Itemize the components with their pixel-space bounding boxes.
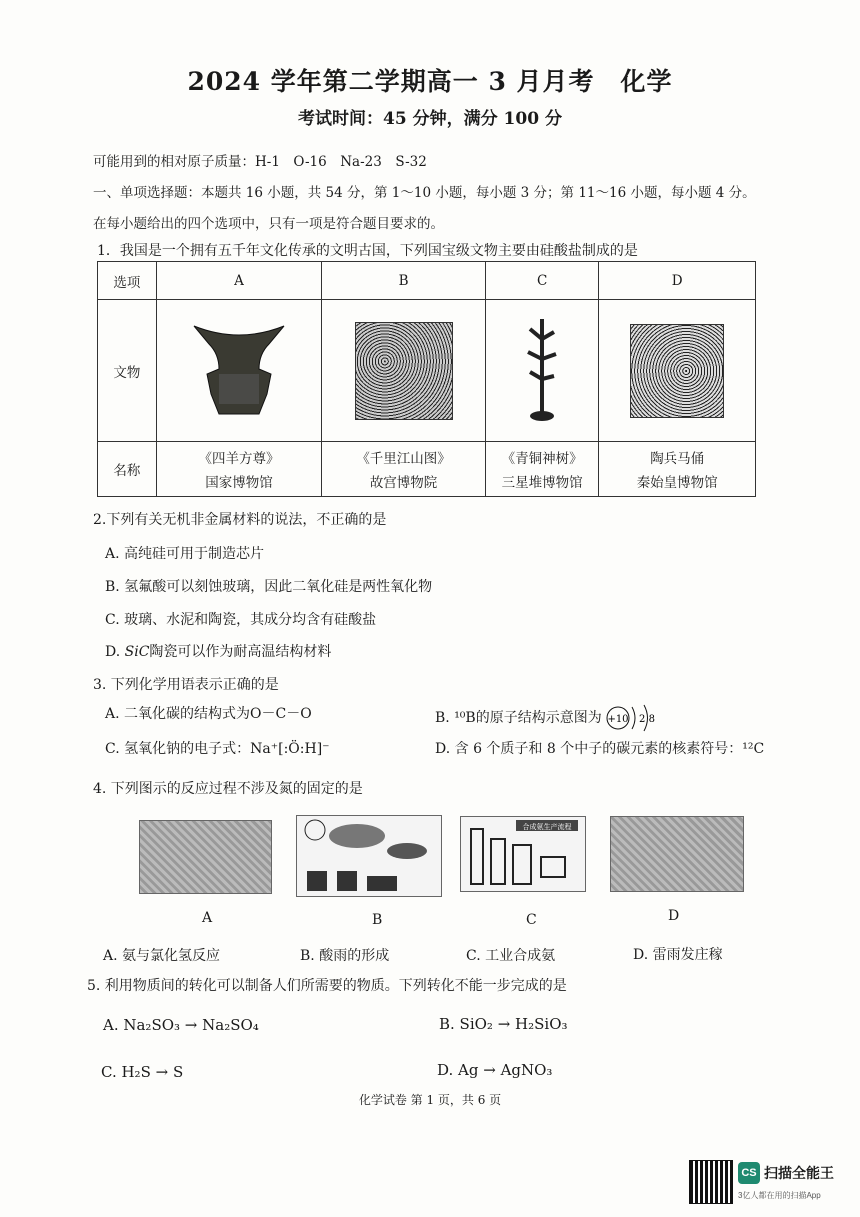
q4-image-a — [139, 820, 272, 894]
q4-image-label-a: A — [202, 910, 213, 926]
q4-image-label-b: B — [372, 912, 383, 928]
option-c-header: C — [485, 262, 599, 300]
atomic-masses: 可能用到的相对原子质量：H-1 O-16 Na-23 S-32 — [93, 154, 427, 170]
q4-stem: 4. 下列图示的反应过程不涉及氮的固定的是 — [93, 781, 363, 797]
camscanner-logo-icon: CS — [738, 1162, 760, 1184]
q3-option-d: D. 含 6 个质子和 8 个中子的碳元素的核素符号：¹²C — [435, 741, 765, 757]
q4-image-b — [296, 815, 442, 897]
q5-option-a: A. Na₂SO₃ → Na₂SO₄ — [103, 1016, 259, 1034]
q4-option-a: A. 氨与氯化氢反应 — [103, 948, 221, 964]
q3-stem: 3. 下列化学用语表示正确的是 — [93, 677, 279, 693]
artifact-b-image — [322, 300, 486, 442]
table-header-label: 选项 — [98, 262, 157, 300]
q3-option-c: C. 氢氧化钠的电子式：Na⁺[:Ö:H]⁻ — [105, 741, 330, 757]
q2-option-b: B. 氢氟酸可以刻蚀玻璃，因此二氧化硅是两性氧化物 — [105, 579, 433, 595]
q2-option-c: C. 玻璃、水泥和陶瓷，其成分均含有硅酸盐 — [105, 612, 377, 628]
option-d-header: D — [599, 262, 756, 300]
section-intro-2: 在每小题给出的四个选项中，只有一项是符合题目要求的。 — [93, 216, 444, 232]
artifact-d-image — [599, 300, 756, 442]
bronze-vessel-image — [189, 314, 289, 424]
acid-rain-diagram — [297, 816, 441, 896]
q4-image-label-d: D — [668, 908, 680, 924]
artifact-c-image — [485, 300, 599, 442]
name-d: 陶兵马俑 秦始皇博物馆 — [599, 442, 756, 497]
q2-option-d: D. SiC陶瓷可以作为耐高温结构材料 — [105, 644, 332, 660]
name-b: 《千里江山图》 故宫博物院 — [322, 442, 486, 497]
atom-structure-diagram — [606, 703, 666, 733]
option-b-header: B — [322, 262, 486, 300]
q4-option-d: D. 雷雨发庄稼 — [633, 947, 723, 963]
q4-image-label-c: C — [526, 912, 537, 928]
ammonia-banner-text: 合成氨生产流程 — [522, 823, 572, 831]
q3-option-a: A. 二氧化碳的结构式为O－C－O — [105, 706, 312, 722]
atom-shell-electrons: 2 8 — [639, 714, 656, 725]
qr-code-icon — [689, 1160, 733, 1204]
artifact-a-image — [156, 300, 322, 442]
q1-stem: 1．我国是一个拥有五千年文化传承的文明古国，下列国宝级文物主要由硅酸盐制成的是 — [97, 243, 638, 259]
q4-option-b: B. 酸雨的形成 — [300, 948, 390, 964]
exam-title: 2024 学年第二学期高一 3 月月考 化学 — [187, 67, 673, 96]
name-c: 《青铜神树》 三星堆博物馆 — [485, 442, 599, 497]
q5-option-c: C. H₂S → S — [101, 1063, 184, 1081]
ammonia-plant-diagram — [461, 817, 585, 891]
artifact-label: 文物 — [98, 300, 157, 442]
q5-option-b: B. SiO₂ → H₂SiO₃ — [439, 1015, 568, 1033]
name-a: 《四羊方尊》 国家博物馆 — [156, 442, 322, 497]
q4-option-c: C. 工业合成氨 — [466, 948, 556, 964]
scanner-app-name: 扫描全能王 — [764, 1165, 834, 1181]
q5-stem: 5. 利用物质间的转化可以制备人们所需要的物质。下列转化不能一步完成的是 — [87, 978, 567, 994]
atom-nucleus-label: +10 — [607, 714, 629, 725]
scanner-tagline: 3亿人都在用的扫描App — [738, 1191, 821, 1200]
bronze-tree-image — [522, 314, 562, 424]
name-label: 名称 — [98, 442, 157, 497]
q2-option-a: A. 高纯硅可用于制造芯片 — [105, 546, 265, 562]
q4-image-d — [610, 816, 744, 892]
q3-option-b: B. ¹⁰B的原子结构示意图为 +10 2 8 — [435, 703, 666, 733]
exam-subtitle: 考试时间：45 分钟，满分 100 分 — [298, 109, 562, 129]
section-intro-1: 一、单项选择题：本题共 16 小题，共 54 分，第 1～10 小题，每小题 3 分；第 11～16 小题，每小题 4 分。 — [93, 185, 756, 201]
q4-image-c — [460, 816, 586, 892]
option-a-header: A — [156, 262, 322, 300]
page-footer: 化学试卷 第 1 页，共 6 页 — [358, 1093, 502, 1107]
q5-option-d: D. Ag → AgNO₃ — [437, 1061, 553, 1079]
q1-table — [97, 261, 756, 497]
q2-stem: 2.下列有关无机非金属材料的说法，不正确的是 — [93, 512, 387, 528]
